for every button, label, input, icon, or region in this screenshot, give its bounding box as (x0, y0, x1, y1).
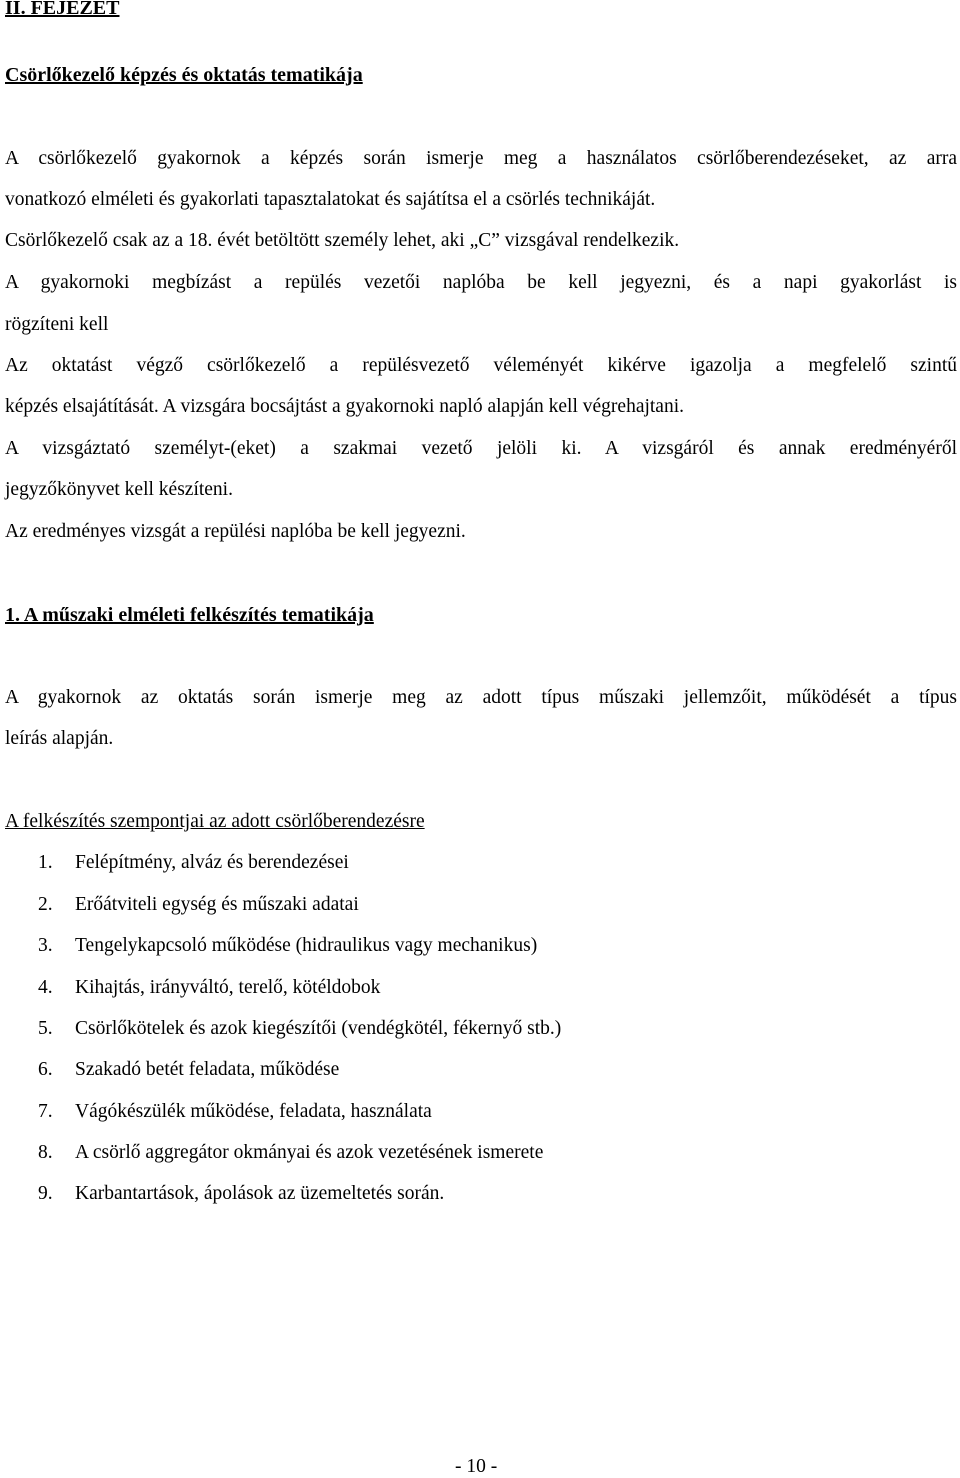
list-item-number: 8. (38, 1142, 53, 1163)
list-item-number: 6. (38, 1059, 53, 1080)
list-item-number: 4. (38, 977, 53, 998)
intro-line: jegyzőkönyvet kell készíteni. (5, 479, 233, 500)
list-item-text: Felépítmény, alváz és berendezései (75, 852, 349, 873)
section-heading: 1. A műszaki elméleti felkészítés tematikája (5, 604, 374, 626)
list-item-number: 2. (38, 894, 53, 915)
list-item-number: 3. (38, 935, 53, 956)
intro-line: rögzíteni kell (5, 314, 109, 335)
list-item-text: Erőátviteli egység és műszaki adatai (75, 894, 359, 915)
section-subheading: A felkészítés szempontjai az adott csörlőberendezésre (5, 811, 425, 832)
intro-line: A csörlőkezelő gyakornok a képzés során ismerje meg a használatos csörlőberendezéseket, az arra (5, 148, 957, 169)
list-item-number: 1. (38, 852, 53, 873)
chapter-label: II. FEJEZET (5, 0, 120, 19)
list-item-number: 7. (38, 1101, 53, 1122)
intro-line: A gyakornoki megbízást a repülés vezetői naplóba be kell jegyezni, és a napi gyakorlást is (5, 272, 957, 293)
intro-line: A vizsgáztató személyt-(eket) a szakmai vezető jelöli ki. A vizsgáról és annak eredményéről (5, 438, 957, 459)
list-item-text: Szakadó betét feladata, működése (75, 1059, 340, 1080)
page-title: Csörlőkezelő képzés és oktatás tematikája (5, 64, 363, 86)
list-item-number: 9. (38, 1183, 53, 1204)
intro-line: Az oktatást végző csörlőkezelő a repülésvezető véleményét kikérve igazolja a megfelelő szintű (5, 355, 957, 376)
list-item-number: 5. (38, 1018, 53, 1039)
intro-line: Az eredményes vizsgát a repülési naplóba be kell jegyezni. (5, 521, 466, 542)
list-item-text: Csörlőkötelek és azok kiegészítői (vendégkötél, fékernyő stb.) (75, 1018, 562, 1039)
intro-line: vonatkozó elméleti és gyakorlati tapasztalatokat és sajátítsa el a csörlés technikáját. (5, 189, 656, 210)
list-item-text: A csörlő aggregátor okmányai és azok vezetésének ismerete (75, 1142, 544, 1163)
list-item-text: Vágókészülék működése, feladata, használata (75, 1101, 432, 1122)
list-item-text: Kihajtás, irányváltó, terelő, kötéldobok (75, 977, 381, 998)
list-item-text: Karbantartások, ápolások az üzemeltetés során. (75, 1183, 445, 1204)
section-paragraph-line: leírás alapján. (5, 728, 114, 749)
section-paragraph-line: A gyakornok az oktatás során ismerje meg az adott típus műszaki jellemzőit, működését a típus (5, 687, 957, 708)
page-number: - 10 - (455, 1456, 498, 1477)
intro-line: Csörlőkezelő csak az a 18. évét betöltött személy lehet, aki „C” vizsgával rendelkezik. (5, 230, 680, 251)
intro-line: képzés elsajátítását. A vizsgára bocsájtást a gyakornoki napló alapján kell végrehajtani. (5, 396, 685, 417)
list-item-text: Tengelykapcsoló működése (hidraulikus vagy mechanikus) (75, 935, 538, 956)
